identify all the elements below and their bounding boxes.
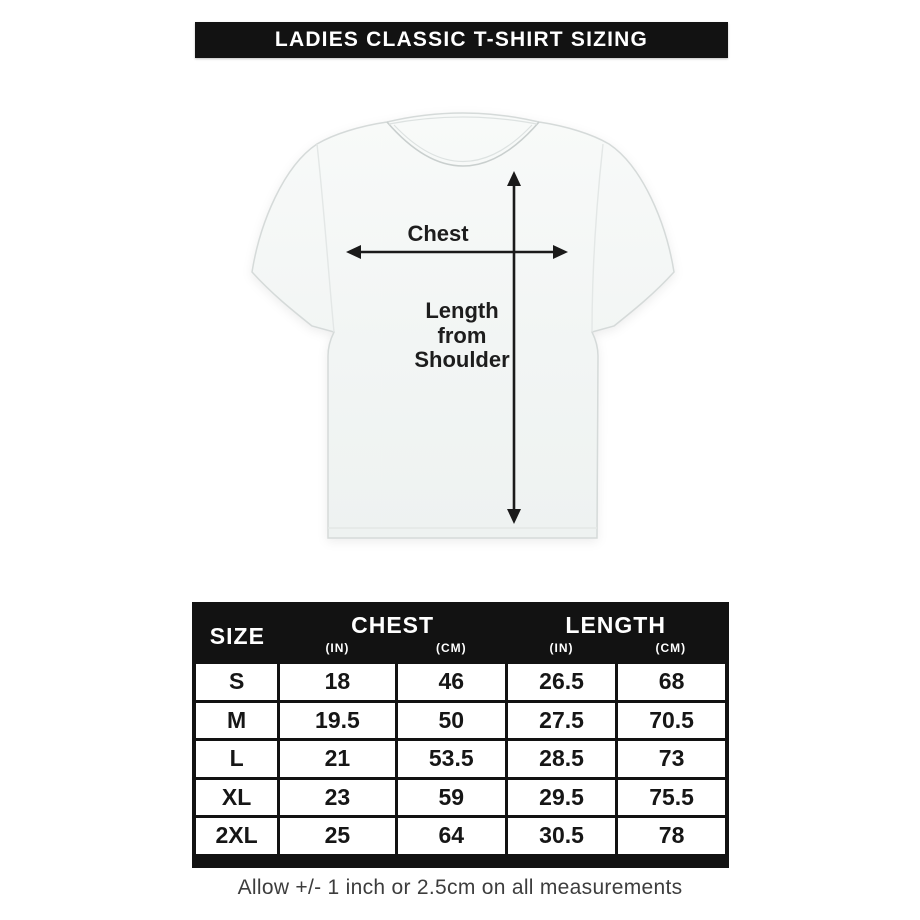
size-table-header [194,604,727,663]
col-header-length: LENGTH [506,604,727,639]
size-cell: L [194,740,279,779]
size-cell: M [194,701,279,740]
length-in-cell: 29.5 [506,778,616,817]
page-title: LADIES CLASSIC T-SHIRT SIZING [274,28,649,51]
length-cm-cell: 75.5 [617,778,727,817]
tshirt-measurement-diagram [228,98,692,560]
chest-in-unit: (IN) [279,639,396,663]
length-label-line3: Shoulder [414,347,510,372]
chest-in-cell: 25 [279,817,396,861]
size-cell: XL [194,778,279,817]
chest-in-cell: 18 [279,663,396,702]
chest-cm-unit: (CM) [396,639,506,663]
length-cm-cell: 73 [617,740,727,779]
chest-in-cell: 21 [279,740,396,779]
length-in-cell: 27.5 [506,701,616,740]
size-table [192,602,729,868]
size-cell: 2XL [194,817,279,861]
chest-cm-cell: 46 [396,663,506,702]
length-from-shoulder-label [392,299,532,373]
table-row [194,817,727,861]
length-cm-cell: 78 [617,817,727,861]
length-cm-unit: (CM) [617,639,727,663]
chest-label: Chest [407,221,469,246]
chest-in-cell: 23 [279,778,396,817]
chest-cm-cell: 64 [396,817,506,861]
size-table-body [194,663,727,861]
length-cm-cell: 68 [617,663,727,702]
length-label-line1: Length [425,298,499,323]
title-bar [195,22,728,58]
tolerance-note: Allow +/- 1 inch or 2.5cm on all measurements [237,876,683,899]
table-row [194,663,727,702]
chest-cm-cell: 59 [396,778,506,817]
table-row [194,701,727,740]
col-header-size: SIZE [194,604,279,663]
length-cm-cell: 70.5 [617,701,727,740]
chest-cm-cell: 50 [396,701,506,740]
col-header-chest: CHEST [279,604,507,639]
length-in-unit: (IN) [506,639,616,663]
length-in-cell: 28.5 [506,740,616,779]
chest-cm-cell: 53.5 [396,740,506,779]
chest-in-cell: 19.5 [279,701,396,740]
table-row [194,778,727,817]
table-row [194,740,727,779]
length-in-cell: 30.5 [506,817,616,861]
size-cell: S [194,663,279,702]
length-label-line2: from [437,322,487,348]
length-in-cell: 26.5 [506,663,616,702]
